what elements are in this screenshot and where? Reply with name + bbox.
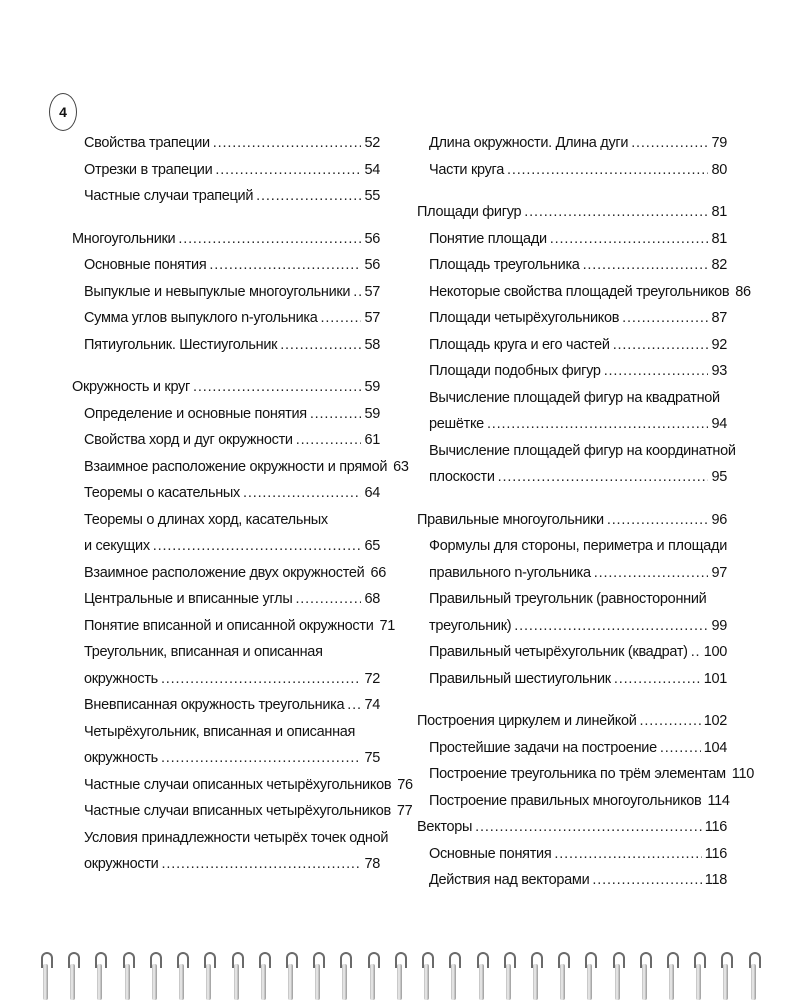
toc-entry-row [84, 427, 380, 454]
dot-leader [347, 692, 361, 719]
page-number-badge [49, 93, 77, 131]
dot-leader [691, 639, 701, 666]
toc-entry[interactable] [417, 867, 727, 894]
dot-leader [583, 252, 709, 279]
dot-leader [193, 374, 361, 401]
toc-entry-row [429, 358, 727, 385]
toc-entry-page: 93 [711, 363, 727, 379]
spiral-ring-bar [615, 964, 620, 1000]
toc-entry-row [429, 639, 727, 666]
toc-entry-page: 59 [364, 379, 380, 395]
toc-entry-page: 75 [364, 750, 380, 766]
spiral-ring-bar [696, 964, 701, 1000]
spiral-ring-bar [506, 964, 511, 1000]
toc-entry-row [429, 560, 727, 587]
toc-entry[interactable] [72, 427, 380, 454]
toc-left-column [72, 130, 413, 878]
spiral-ring-bar [342, 964, 347, 1000]
spiral-ring-bar [723, 964, 728, 1000]
dot-leader [213, 130, 362, 157]
toc-entry-title: Понятие вписанной и описанной окружности [84, 617, 374, 634]
toc-entry[interactable] [72, 560, 386, 587]
spiral-ring-bar [288, 964, 293, 1000]
spiral-ring-bar [560, 964, 565, 1000]
toc-entry-title: Простейшие задачи на построение [429, 739, 657, 756]
toc-entry-title: Правильные многоугольники [417, 511, 604, 528]
dot-leader [631, 130, 708, 157]
toc-entry-page: 66 [370, 564, 386, 581]
spiral-ring [666, 948, 678, 998]
toc-entry[interactable] [72, 252, 380, 279]
spiral-ring [503, 948, 515, 998]
dot-leader [310, 401, 362, 428]
toc-entry-row [429, 279, 751, 306]
spiral-ring [149, 948, 161, 998]
toc-entry-row [429, 788, 730, 815]
toc-entry-page: 99 [711, 617, 727, 634]
spiral-ring-bar [315, 964, 320, 1000]
dot-leader [153, 533, 362, 560]
toc-entry[interactable] [417, 438, 736, 491]
spiral-ring-bar [43, 964, 48, 1000]
toc-entry-row [84, 157, 380, 184]
toc-entry-page: 95 [711, 469, 727, 485]
toc-entry-page: 63 [393, 458, 409, 475]
toc-entry-row [84, 613, 396, 640]
toc-entry-row [84, 745, 380, 772]
dot-leader [296, 427, 362, 454]
spiral-ring [94, 948, 106, 998]
dot-leader [594, 560, 709, 587]
dot-leader [161, 666, 362, 693]
dot-leader [243, 480, 361, 507]
toc-entry-page: 110 [731, 766, 755, 782]
toc-entry-title: Правильный четырёхугольник (квадрат) [429, 644, 688, 660]
toc-section[interactable] [72, 374, 380, 401]
toc-entry-page: 116 [704, 845, 727, 862]
toc-entry-page: 57 [364, 283, 380, 300]
toc-entry-title: Определение и основные понятия [84, 405, 307, 422]
spiral-ring [176, 948, 188, 998]
toc-entry-page: 64 [364, 485, 380, 501]
toc-entry-row [429, 613, 727, 640]
toc-entry-page: 55 [364, 188, 380, 204]
toc-entry-row [417, 814, 727, 841]
spiral-ring-bar [397, 964, 402, 1000]
spiral-ring [231, 948, 243, 998]
dot-leader [295, 586, 361, 613]
toc-entry-title: Правильный шестиугольник [429, 670, 611, 687]
toc-entry-row [429, 411, 727, 438]
toc-entry[interactable] [72, 401, 380, 428]
dot-leader [215, 157, 361, 184]
toc-right-column [417, 130, 755, 894]
spiral-ring [639, 948, 651, 998]
toc-entry-row [84, 851, 380, 878]
dot-leader [321, 305, 362, 332]
toc-entry[interactable] [72, 157, 380, 184]
toc-entry[interactable] [417, 226, 727, 253]
spiral-ring [285, 948, 297, 998]
spiral-ring [339, 948, 351, 998]
toc-entry[interactable] [72, 183, 380, 210]
toc-entry-page: 68 [364, 591, 380, 607]
spiral-ring-bar [70, 964, 75, 1000]
toc-entry-title: окружность [84, 750, 158, 766]
toc-entry-row [84, 401, 380, 428]
spiral-ring [40, 948, 52, 998]
toc-entry-row [84, 305, 380, 332]
toc-entry[interactable] [417, 533, 727, 586]
toc-entry-row [84, 183, 380, 210]
toc-entry[interactable] [417, 305, 727, 332]
toc-entry-title: Частные случаи вписанных четырёхугольников [84, 803, 391, 819]
dot-leader [604, 358, 709, 385]
toc-entry-row [429, 252, 727, 279]
toc-entry-row [429, 305, 727, 332]
toc-entry[interactable] [417, 358, 727, 385]
toc-entry-title: Построения циркулем и линейкой [417, 713, 637, 729]
toc-section[interactable] [417, 507, 727, 534]
toc-entry-row [84, 332, 380, 359]
toc-entry-row [84, 772, 413, 799]
toc-entry-title: Площадь круга и его частей [429, 336, 610, 353]
toc-section[interactable] [72, 226, 380, 253]
toc-entry[interactable] [72, 480, 380, 507]
spiral-ring-bar [587, 964, 592, 1000]
dot-leader [554, 841, 701, 868]
dot-leader [622, 305, 708, 332]
toc-entry-title: Выпуклые и невыпуклые многоугольники [84, 283, 351, 300]
toc-entry-row [429, 157, 727, 184]
toc-entry-page: 96 [711, 511, 727, 528]
toc-entry-row [429, 735, 727, 762]
toc-entry-page: 72 [364, 670, 380, 687]
toc-entry[interactable] [72, 613, 396, 640]
toc-entry-title-line1: Треугольник, вписанная и описанная [84, 644, 323, 660]
toc-section[interactable] [417, 199, 727, 226]
toc-entry-title: Некоторые свойства площадей треугольников [429, 283, 730, 300]
toc-entry-page: 118 [704, 872, 727, 888]
dot-leader [178, 226, 361, 253]
toc-entry[interactable] [417, 735, 727, 762]
dot-leader [660, 735, 701, 762]
toc-section[interactable] [417, 814, 727, 841]
dot-leader [607, 507, 709, 534]
toc-entry-row [429, 867, 727, 894]
toc-entry-title: окружности [84, 856, 159, 872]
toc-entry-title: Длина окружности. Длина дуги [429, 135, 629, 151]
dot-leader [550, 226, 709, 253]
toc-entry-title: Основные понятия [84, 257, 207, 273]
toc-entry-row [84, 798, 413, 825]
toc-entry-page: 56 [364, 257, 380, 273]
toc-entry-title: Сумма углов выпуклого n-угольника [84, 310, 318, 326]
toc-entry-page: 94 [711, 416, 727, 432]
toc-entry-row [84, 480, 380, 507]
toc-entry-row [84, 130, 380, 157]
toc-entry-title: Площади фигур [417, 204, 522, 220]
toc-entry-row [84, 560, 386, 587]
toc-entry[interactable] [72, 279, 380, 306]
toc-entry[interactable] [417, 586, 727, 639]
toc-entry[interactable] [72, 639, 380, 692]
toc-entry-title: Векторы [417, 819, 473, 835]
toc-entry-title: Площадь треугольника [429, 257, 580, 273]
toc-entry-page: 56 [364, 230, 380, 247]
spiral-ring [720, 948, 732, 998]
spiral-ring [748, 948, 760, 998]
toc-entry-row [429, 464, 727, 491]
toc-entry-title: Действия над векторами [429, 872, 590, 888]
dot-leader [487, 411, 709, 438]
toc-entry[interactable] [72, 772, 413, 799]
toc-entry-page: 74 [364, 697, 380, 713]
toc-entry-title: Свойства трапеции [84, 135, 210, 151]
toc-entry-title-line1: Правильный треугольник (равносторонний [429, 591, 707, 607]
toc-entry-page: 76 [397, 776, 413, 793]
toc-entry-row [84, 666, 380, 693]
dot-leader [592, 867, 701, 894]
toc-entry-title: Частные случаи описанных четырёхугольников [84, 776, 392, 793]
spiral-ring-bar [751, 964, 756, 1000]
spiral-ring-bar [451, 964, 456, 1000]
spiral-ring [258, 948, 270, 998]
toc-entry-page: 104 [703, 739, 727, 756]
toc-entry-page: 57 [364, 310, 380, 326]
toc-entry-title: окружность [84, 670, 158, 687]
toc-entry-row [429, 841, 727, 868]
toc-entry-row [84, 533, 380, 560]
spiral-ring-bar [669, 964, 674, 1000]
toc-entry-page: 59 [364, 405, 380, 422]
toc-entry[interactable] [72, 130, 380, 157]
toc-entry[interactable] [417, 761, 755, 788]
toc-entry[interactable] [72, 692, 380, 719]
toc-entry-title: треугольник) [429, 617, 512, 634]
toc-entry-page: 80 [711, 161, 727, 178]
dot-leader [514, 613, 708, 640]
dot-leader [353, 279, 361, 306]
toc-entry[interactable] [72, 454, 409, 481]
toc-entry-title: Площади четырёхугольников [429, 310, 620, 326]
toc-entry-title: Построение треугольника по трём элементам [429, 766, 726, 782]
toc-entry-page: 82 [711, 257, 727, 273]
dot-leader [209, 252, 361, 279]
toc-entry-page: 116 [704, 819, 727, 835]
toc-entry-title: Пятиугольник. Шестиугольник [84, 336, 278, 353]
toc-entry-page: 102 [703, 713, 727, 729]
toc-entry[interactable] [72, 507, 380, 560]
toc-entry-page: 52 [364, 135, 380, 151]
toc-entry-title: плоскости [429, 469, 495, 485]
spiral-ring-bar [152, 964, 157, 1000]
toc-entry[interactable] [417, 279, 751, 306]
dot-leader [613, 332, 709, 359]
toc-entry-row [84, 586, 380, 613]
spiral-ring-bar [261, 964, 266, 1000]
toc-entry-page: 87 [711, 310, 727, 326]
page-number: 4 [59, 104, 67, 120]
dot-leader [614, 666, 701, 693]
toc-entry-page: 86 [735, 283, 751, 300]
toc-entry[interactable] [72, 332, 380, 359]
toc-entry-page: 61 [364, 432, 380, 448]
dot-leader [280, 332, 361, 359]
toc-entry-title-line1: Вычисление площадей фигур на координатной [429, 442, 736, 459]
toc-entry-title: Окружность и круг [72, 379, 190, 395]
toc-section[interactable] [417, 708, 727, 735]
toc-entry-title: решётке [429, 416, 484, 432]
toc-entry[interactable] [72, 586, 380, 613]
spiral-ring [367, 948, 379, 998]
toc-entry-row [84, 252, 380, 279]
spiral-ring-bar [424, 964, 429, 1000]
toc-entry-page: 79 [711, 135, 727, 151]
spiral-ring [476, 948, 488, 998]
toc-entry[interactable] [417, 252, 727, 279]
toc-entry-title: Площади подобных фигур [429, 363, 601, 379]
toc-entry-title: Центральные и вписанные углы [84, 591, 293, 607]
toc-entry-title: Многоугольники [72, 230, 176, 247]
toc-entry-title-line1: Четырёхугольник, вписанная и описанная [84, 723, 356, 740]
toc-entry-page: 65 [364, 538, 380, 554]
toc-entry[interactable] [72, 798, 413, 825]
dot-leader [162, 851, 362, 878]
toc-entry-title: Теоремы о касательных [84, 485, 240, 501]
toc-entry-page: 71 [379, 617, 396, 634]
spiral-ring [122, 948, 134, 998]
spiral-ring-bar [97, 964, 102, 1000]
toc-entry-title: Взаимное расположение окружности и прямой [84, 458, 388, 475]
toc-entry-row [429, 666, 727, 693]
toc-entry-row [84, 692, 380, 719]
spiral-ring-bar [370, 964, 375, 1000]
spiral-ring-bar [533, 964, 538, 1000]
spiral-ring-bar [479, 964, 484, 1000]
toc-entry-row [417, 708, 727, 735]
toc-entry-title-line1: Теоремы о длинах хорд, касательных [84, 511, 328, 528]
toc-entry-page: 92 [711, 336, 727, 353]
spiral-ring [448, 948, 460, 998]
toc-entry-row [72, 226, 380, 253]
toc-entry-title: Понятие площади [429, 230, 547, 247]
toc-entry-row [84, 279, 380, 306]
toc-entry-title: Построение правильных многоугольников [429, 792, 702, 809]
toc-entry-page: 78 [364, 856, 380, 872]
toc-entry-row [429, 226, 727, 253]
toc-entry-title-line1: Условия принадлежности четырёх точек одной [84, 829, 389, 846]
toc-entry-title-line1: Вычисление площадей фигур на квадратной [429, 389, 720, 406]
toc-entry-title: Взаимное расположение двух окружностей [84, 564, 365, 581]
toc-entry[interactable] [417, 130, 727, 157]
toc-entry[interactable] [417, 841, 727, 868]
dot-leader [507, 157, 708, 184]
dot-leader [640, 708, 701, 735]
toc-entry[interactable] [417, 639, 727, 666]
toc-entry-page: 100 [703, 644, 727, 660]
toc-entry-title: Вневписанная окружность треугольника [84, 697, 345, 713]
spiral-ring [394, 948, 406, 998]
spiral-ring [693, 948, 705, 998]
toc-entry-page: 81 [711, 204, 727, 220]
spiral-ring [203, 948, 215, 998]
dot-leader [498, 464, 709, 491]
spiral-ring [530, 948, 542, 998]
toc-entry-title: и секущих [84, 538, 150, 554]
toc-entry-row [84, 454, 409, 481]
toc-entry-title: Основные понятия [429, 845, 552, 862]
spiral-ring-bar [179, 964, 184, 1000]
toc-entry-page: 97 [711, 564, 727, 581]
toc-entry-page: 54 [364, 161, 380, 178]
toc-entry[interactable] [72, 305, 380, 332]
dot-leader [256, 183, 361, 210]
spiral-ring [584, 948, 596, 998]
toc-entry[interactable] [72, 825, 389, 878]
toc-entry-row [429, 332, 727, 359]
toc-entry[interactable] [72, 719, 380, 772]
dot-leader [524, 199, 708, 226]
toc-entry-page: 114 [707, 792, 730, 809]
toc-entry-page: 101 [703, 670, 727, 687]
dot-leader [475, 814, 702, 841]
toc-entry-row [72, 374, 380, 401]
toc-entry-page: 58 [364, 336, 380, 353]
toc-entry-row [429, 761, 755, 788]
toc-entry[interactable] [417, 666, 727, 693]
toc-entry-row [429, 130, 727, 157]
spiral-ring-bar [234, 964, 239, 1000]
toc-entry-title: Свойства хорд и дуг окружности [84, 432, 293, 448]
spiral-ring [312, 948, 324, 998]
toc-entry-title: правильного n-угольника [429, 564, 591, 581]
spiral-ring-bar [206, 964, 211, 1000]
toc-entry-page: 81 [711, 230, 727, 247]
toc-entry[interactable] [417, 788, 730, 815]
toc-entry-row [417, 199, 727, 226]
spiral-ring-bar [125, 964, 130, 1000]
toc-entry-title: Отрезки в трапеции [84, 161, 213, 178]
spiral-binding [40, 948, 760, 1000]
spiral-ring [67, 948, 79, 998]
dot-leader [161, 745, 362, 772]
toc-entry[interactable] [417, 385, 727, 438]
spiral-ring [612, 948, 624, 998]
spiral-ring [421, 948, 433, 998]
toc-entry[interactable] [417, 332, 727, 359]
spiral-ring-bar [642, 964, 647, 1000]
toc-entry-title: Частные случаи трапеций [84, 188, 254, 204]
spiral-ring [557, 948, 569, 998]
toc-entry-title-line1: Формулы для стороны, периметра и площади [429, 538, 727, 554]
toc-entry-title: Части круга [429, 161, 504, 178]
toc-entry-row [417, 507, 727, 534]
toc-entry[interactable] [417, 157, 727, 184]
toc-entry-page: 77 [396, 803, 413, 819]
